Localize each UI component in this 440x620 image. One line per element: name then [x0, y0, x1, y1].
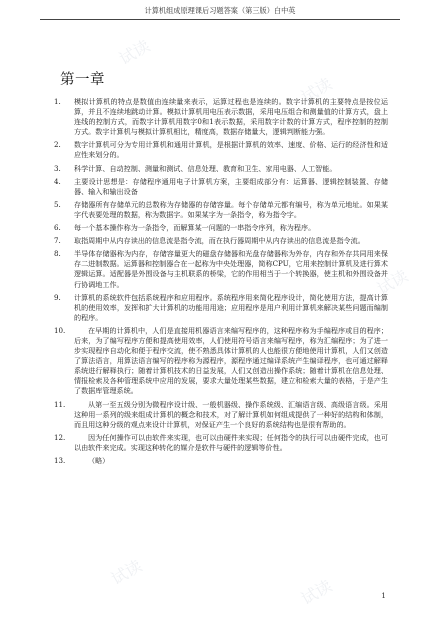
item-number: 7. [54, 236, 61, 246]
item-number: 6. [54, 223, 61, 233]
item-number: 12. [54, 432, 66, 442]
watermark: 试读 [373, 266, 412, 299]
list-item [54, 164, 388, 174]
list-item [54, 400, 388, 430]
item-number: 4. [54, 176, 61, 186]
list-item [54, 140, 388, 160]
item-text: 模拟计算机的特点是数值由连续量来表示，运算过程也是连续的。数字计算机的主要特点是按位运算，并且不连续地跳动计算。模拟计算机用电压表示数据，采用电压组合和测量值的计算方式，盘上连线的控制方式，而数字计算机用数字0和1表示数据，采用数字计数的计算方式，程序控制的控制方式。数字计算机与模拟计算机相比，精度高，数据存储量大，逻辑判断能力强。 [74, 97, 388, 137]
item-text: 因为任何操作可以由软件来实现，也可以由硬件来实现；任何指令的执行可以由硬件完成，也可以由软件来完成。实现这种转化的媒介是软件与硬件的逻辑等价性。 [74, 432, 388, 452]
list-item [54, 433, 388, 453]
list-item [54, 456, 388, 466]
list-item [54, 177, 388, 197]
item-text: 每一个基本操作称为一条指令，而解算某一问题的一串指令序列，称为程序。 [74, 223, 316, 233]
item-text: 数字计算机可分为专用计算机和通用计算机，是根据计算机的效率、速度、价格、运行的经济性和适应性来划分的。 [74, 140, 388, 160]
item-number: 10. [54, 325, 66, 335]
chapter-title: 第一章 [60, 72, 105, 88]
watermark: 试读 [297, 74, 336, 107]
list-item [54, 293, 388, 323]
list-item [54, 97, 388, 137]
item-number: 8. [54, 249, 61, 259]
item-text: 在早期的计算机中，人们是直接用机器语言来编写程序的，这种程序称为手编程序或目的程序；后来，为了编写程序方便和提高使用效率，人们使用符号语言来编写程序，称为汇编程序；为了进一步实现程序自动化和便于程序交流，使不熟悉具体计算机的人也能很方便地使用计算机，人们又创造了算法语言，用算法语言编写的程序称为源程序，源程序通过编译系统产生编译程序，也可通过解释系统进行解释执行；随着计算机技术的日益发展，人们又创造出操作系统；随着计算机在信息处理、情报检索及各种管理系统中应用的发展，要求大量处理某些数据，建立和检索大量的表格，于是产生了数据库管理系统。 [74, 325, 388, 396]
item-text: （略） [88, 456, 110, 465]
item-number: 5. [54, 199, 61, 209]
page-number: 1 [381, 591, 386, 600]
item-text: 计算机的系统软件包括系统程序和应用程序。系统程序用来简化程序设计，简化使用方法，提高计算机的使用效率，发挥和扩大计算机的功能用用途；应用程序是用户利用计算机来解决某些问题而编制的程序。 [74, 292, 388, 322]
item-text: 主要设计思想是：存储程序通用电子计算机方案，主要组成部分有：运算器、逻辑控制装置、存储器、输入和输出设备 [74, 176, 388, 196]
item-number: 9. [54, 292, 61, 302]
item-number: 2. [54, 140, 61, 150]
item-number: 11. [54, 399, 66, 409]
item-text: 从第一至五级分别为微程序设计级、一般机器级、操作系统级、汇编语言级、高级语言级。采用这种用一系列的级来组成计算机的概念和技术，对了解计算机如何组成提供了一种好的结构和体制，而且用这种分级的观点来设计计算机，对保证产生一个良好的系统结构也是很有帮助的。 [74, 399, 388, 429]
item-number: 3. [54, 163, 61, 173]
list-item [54, 326, 388, 397]
item-number: 1. [54, 97, 61, 106]
item-text: 存储器所有存储单元的总数称为存储器的存储容量。每个存储单元都有编号，称为单元地址。如果某字代表要处理的数据，称为数据字。如果某字为一条指令，称为指令字。 [74, 199, 388, 219]
item-number: 13. [54, 456, 66, 465]
watermark: 试读 [115, 36, 154, 69]
answer-list [54, 97, 388, 469]
watermark: 试读 [297, 576, 336, 609]
item-text: 科学计算、自动控制、测量和测试、信息处理、教育和卫生、家用电器、人工智能。 [74, 163, 337, 173]
item-text: 取指周期中从内存读出的信息流是指令流，而在执行器周期中从内存读出的信息流是指令流。 [74, 236, 365, 246]
list-item [54, 236, 388, 246]
item-text: 半导体存储器称为内存，存储容量更大的磁盘存储器和光盘存储器称为外存，内存和外存共同用来保存二进制数据。运算器和控制器合在一起称为中央处理器，简称CPU，它用来控制计算机及进行算术逻辑运算。适配器是外围设备与主机联系的桥梁，它的作用相当于一个转换器，使主机和外围设备并行协调地工作。 [74, 249, 388, 289]
list-item [54, 223, 388, 233]
list-item [54, 249, 388, 289]
page-header: 计算机组成原理课后习题答案（第三版）白中英 [40, 6, 400, 20]
list-item [54, 200, 388, 220]
watermark: 试读 [107, 556, 146, 589]
